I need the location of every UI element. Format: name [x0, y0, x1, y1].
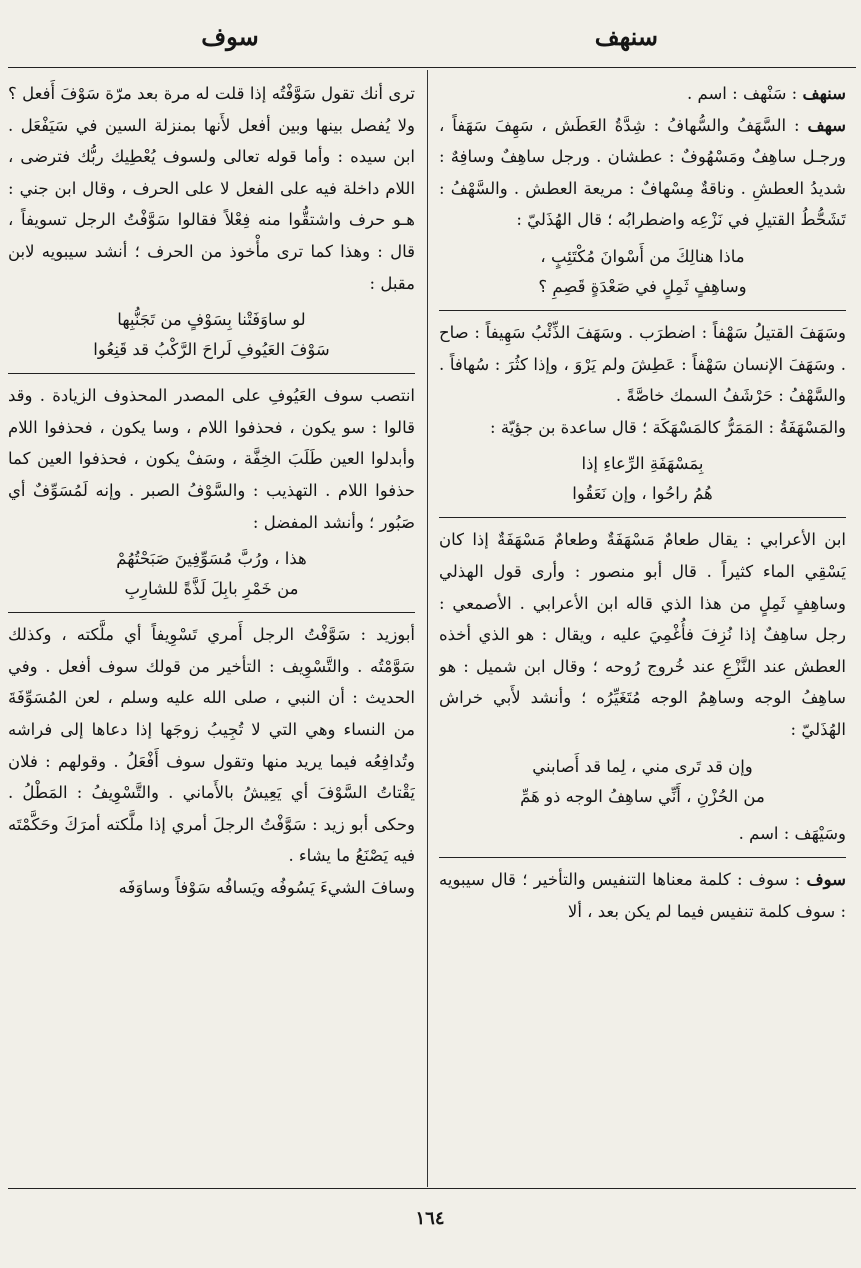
entry-text-sawf: : سوف : كلمة معناها التنفيس والتأخير ؛ قال سيبويه : سوف كلمة تنفيس فيما لم يكن بعد ، ألا [439, 870, 846, 921]
paragraph: انتصب سوف العَيُوفِ على المصدر المحذوف الزيادة . وقد قالوا : سو يكون ، فحذفوا اللام ، وسا يكون ، فحذفوا اللام وأبدلوا العين طَلَبَ الخِفَّة ، وسَفْ يكون ، فحذفوا العين كما حذفوا اللام . التهذيب : والسَّوْفُ الصبر . وإنه لَمُسَوِّفٌ أي صَبُور ؛ وأنشد المفضل : [8, 386, 415, 532]
verse-line: هذا ، ورُبَّ مُسَوِّفِينَ صَبَحْتُهُمْ [116, 549, 307, 569]
column-divider [427, 70, 428, 1187]
paragraph: وسافَ الشيءَ يَسُوفُه ويَسافُه سَوْفاً وساوَفَه [118, 877, 415, 897]
page-header [0, 22, 861, 66]
separator-rule [439, 517, 846, 518]
paragraph: أبوزيد : سَوَّفْتُ الرجل أَمري تَسْوِيفاً أي ملَّكته ، وكذلك سَوَّمْتُه . والتَّسْوِيف : التأخير من قولك سوف أفعل . وفي الحديث : أن النبي ، صلى الله عليه وسلم ، لعن المُسَوِّفَةَ من النساء وهي التي لا تُجِيبُ زوجَها إذا دعاها إلى فراشه وتُدافِعُه فيما يريد منها وتقول سوف أَفْعَلُ . وقولهم : فلان يَقْتاتُ السَّوْفَ أي يَعِيشُ بالأَماني . والتَّسْوِيفُ : المَطْلُ . وحكى أبو زيد : سَوَّفْتُ الرجلَ أمري إذا ملَّكته أمرَكَ وحَكَّمْتَه فيه يَصْنَعُ ما يشاء . [8, 625, 415, 866]
verse-line: من خَمْرِ بابِلَ لَذَّةً للشارِبِ [124, 579, 299, 599]
footer-rule [8, 1188, 856, 1189]
verse-block [439, 752, 846, 812]
verse-line: ماذا هنالِكَ من أَسْوانَ مُكْتَئِبٍ ، [540, 246, 745, 266]
verse-line: من الحُزْنِ ، أَنِّي ساهِفُ الوجه ذو هَمِّ [520, 786, 765, 806]
verse-block [439, 449, 846, 509]
verse-line: هُمُ راحُوا ، وإن نَعَقُوا [572, 484, 713, 504]
verse-line: بِمَسْهَفَةِ الرِّعاءِ إذا [581, 454, 704, 474]
right-column [439, 78, 846, 1184]
paragraph: ترى أنك تقول سَوَّفْتُه إذا قلت له مرة بعد مرّة سَوْفَ أَفعل ؟ ولا يُفصل بينها وبين أفعل لأَنها بمنزلة السين في سَيَفْعَل . ابن سيده : وأما قوله تعالى ولسوف يُعْطِيك ربُّك فترضى ، اللام داخلة فيه على الفعل لا على الحرف ، وقال ابن جني : هـو حرف واشتقُّوا منه فِعْلاً فقالوا سَوَّفْتُ الرجل تسويفاً ، قال : وهذا كما ترى مأْخوذ من الحرف ؛ أنشد سيبويه لابن مقبل : [8, 84, 415, 293]
page-number: ١٦٤ [415, 1208, 445, 1229]
entry-text-sahf: : السَّهَفُ والسُّهافُ : شِدَّةُ العَطَش ، سَهِفَ سَهَفاً ، ورجـل ساهِفٌ ومَسْهُوفٌ : عطشان . ورجل ساهِفٌ وسافِهٌ : شديدُ العطشِ . وناقةٌ مِسْهافٌ : مريعة العطش . والسَّهْفُ : تَشَحُّطُ القتيلِ في نَزْعِه واضطرابُه ؛ قال الهُذَليّ : [439, 115, 846, 230]
verse-line: وإن قد تَرى مني ، لِما قد أَصابني [532, 756, 753, 776]
separator-rule [8, 612, 415, 613]
right-headword: سنهف [594, 22, 658, 51]
left-headword: سوف [201, 22, 259, 51]
separator-rule [439, 857, 846, 858]
paragraph: والمَسْهَفَةُ : المَمَرُّ كالمَسْهَكَة ؛ قال ساعدة بن جؤيّة : [490, 417, 846, 437]
entry-sahf [439, 110, 846, 236]
entry-head-sanhaf: سنهف [802, 84, 846, 103]
entry-text-sanhaf: : سَنْهف : اسم . [687, 84, 798, 103]
verse-line: سَوْفَ العَيُوفِ لَراحَ الرَّكْبُ قد قَنِعُوا [93, 340, 330, 360]
separator-rule [8, 373, 415, 374]
paragraph: وسَهَفَ القتيلُ سَهْفاً : اضطرَب . وسَهَفَ الذِّئْبُ سَهِيفاً : صاح . وسَهَفَ الإنسان سَهْفاً : عَطِشَ ولم يَرْوَ ، وإذا كثُرَ : سُهافاً . والسَّهْفُ : حَرْشَفُ السمك خاصَّةً . [439, 322, 846, 406]
verse-line: وساهِفٍ ثَمِلٍ في صَعْدَةٍ قَصِمِ ؟ [538, 276, 747, 296]
paragraph: وسَيْهَف : اسم . [738, 823, 846, 843]
entry-head-sahf: سهف [807, 115, 846, 135]
entry-head-sawf: سوف [806, 870, 846, 890]
verse-block [8, 305, 415, 365]
verse-line: لو ساوَفَتْنا بِسَوْفٍ من تَجَنُّبِها [117, 310, 306, 330]
verse-block [8, 544, 415, 604]
separator-rule [439, 310, 846, 311]
entry-sanhaf [439, 78, 846, 110]
header-rule [8, 67, 856, 68]
left-column [8, 78, 415, 1184]
entry-sawf [439, 864, 846, 927]
verse-block [439, 242, 846, 302]
paragraph: ابن الأعرابي : يقال طعامٌ مَسْهَفَةٌ وطعامٌ مَسْهَفَةٌ إذا كان يَسْقِي الماء كثيراً . قال أبو منصور : وأرى قول الهذلي وساهِفٍ ثَمِلٍ من هذا الذي قاله ابن الأعرابي . الأصمعي : رجل ساهِفٌ إذا نُزِفَ فأُغْمِيَ عليه ، ويقال : هو الذي أخذه العطش عند النَّزْعِ عند خُروج رُوحه ؛ وقال ابن شميل : هو ساهِفُ الوجه وساهِمُ الوجه مُتَغَيِّرُه ؛ وأنشد لأَبي خراش الهُذَليّ : [439, 530, 846, 739]
